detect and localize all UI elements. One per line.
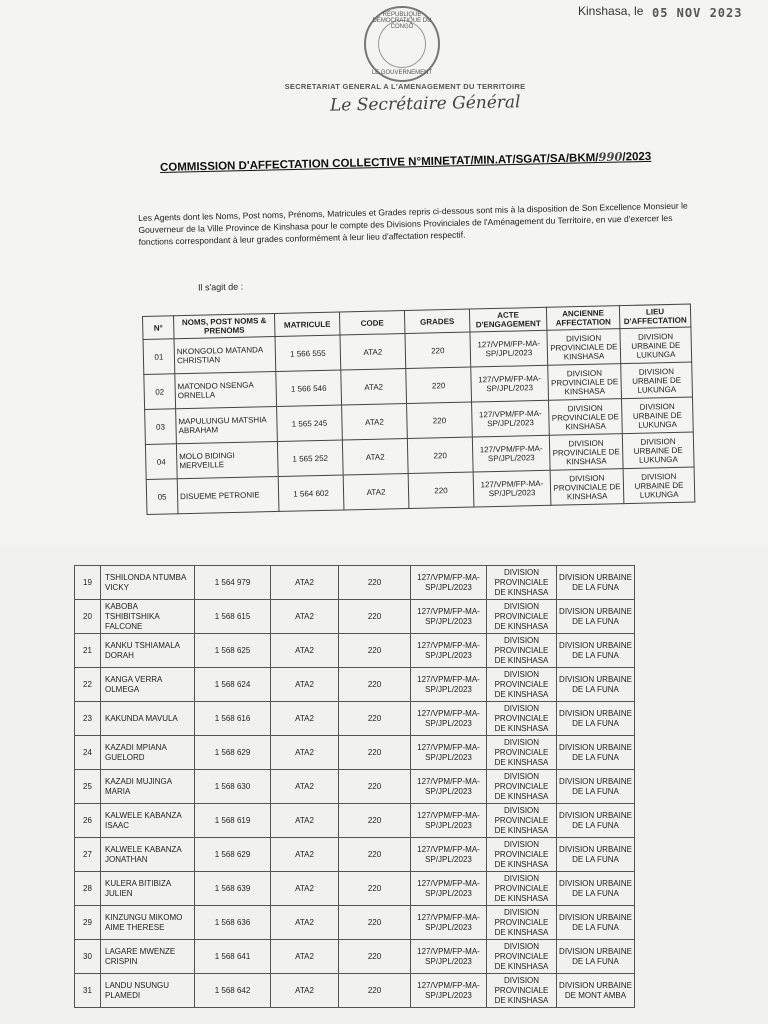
grade: 220	[406, 367, 472, 403]
ancienne-affectation: DIVISION PROVINCIALE DE KINSHASA	[487, 600, 557, 634]
matricule: 1 566 546	[276, 370, 342, 406]
grade: 220	[339, 668, 411, 702]
ancienne-affectation: DIVISION PROVINCIALE DE KINSHASA	[550, 469, 624, 506]
row-number: 31	[75, 974, 101, 1008]
acte-engagement: 127/VPM/FP-MA-SP/JPL/2023	[411, 600, 487, 634]
acte-engagement: 127/VPM/FP-MA-SP/JPL/2023	[411, 566, 487, 600]
code: ATA2	[342, 404, 408, 440]
grade: 220	[339, 566, 411, 600]
seal-bottom-text: LE GOUVERNEMENT	[371, 70, 433, 76]
lieu-affectation: DIVISION URBAINE DE LUKUNGA	[620, 327, 692, 364]
code: ATA2	[271, 566, 339, 600]
agent-name: KINZUNGU MIKOMO AIME THERESE	[101, 906, 195, 940]
row-number: 04	[145, 444, 177, 480]
lead-text: Il s'agit de :	[197, 281, 244, 293]
row-number: 23	[75, 702, 101, 736]
agent-name: KANKU TSHIAMALA DORAH	[101, 634, 195, 668]
ancienne-affectation: DIVISION PROVINCIALE DE KINSHASA	[487, 702, 557, 736]
code: ATA2	[343, 474, 409, 510]
matricule: 1 568 641	[195, 940, 271, 974]
matricule: 1 564 602	[278, 475, 344, 511]
grade: 220	[339, 770, 411, 804]
lieu-affectation: DIVISION URBAINE DE LA FUNA	[557, 838, 635, 872]
agent-name: LANDU NSUNGU PLAMEDI	[101, 974, 195, 1008]
lieu-affectation: DIVISION URBAINE DE LA FUNA	[557, 770, 635, 804]
government-seal	[364, 6, 440, 82]
lieu-affectation: DIVISION URBAINE DE LA FUNA	[557, 668, 635, 702]
agent-name: KABOBA TSHIBITSHIKA FALCONE	[101, 600, 195, 634]
row-number: 05	[146, 479, 178, 515]
acte-engagement: 127/VPM/FP-MA-SP/JPL/2023	[411, 634, 487, 668]
agent-name: KALWELE KABANZA JONATHAN	[101, 838, 195, 872]
matricule: 1 568 639	[195, 872, 271, 906]
matricule: 1 568 625	[195, 634, 271, 668]
grade: 220	[339, 838, 411, 872]
code: ATA2	[271, 736, 339, 770]
row-number: 28	[75, 872, 101, 906]
acte-engagement: 127/VPM/FP-MA-SP/JPL/2023	[411, 906, 487, 940]
lieu-affectation: DIVISION URBAINE DE LA FUNA	[557, 600, 635, 634]
col-header: ANCIENNE AFFECTATION	[546, 306, 620, 331]
acte-engagement: 127/VPM/FP-MA-SP/JPL/2023	[470, 330, 548, 367]
matricule: 1 568 629	[195, 838, 271, 872]
grade: 220	[339, 804, 411, 838]
matricule: 1 568 619	[195, 804, 271, 838]
acte-engagement: 127/VPM/FP-MA-SP/JPL/2023	[472, 435, 550, 472]
agent-name: MAPULUNGU MATSHIA ABRAHAM	[176, 406, 278, 443]
agent-name: KAZADI MUJINGA MARIA	[101, 770, 195, 804]
code: ATA2	[271, 770, 339, 804]
lieu-affectation: DIVISION URBAINE DE LA FUNA	[557, 634, 635, 668]
table-body	[143, 327, 695, 514]
matricule: 1 568 615	[195, 600, 271, 634]
code: ATA2	[271, 906, 339, 940]
matricule: 1 568 624	[195, 668, 271, 702]
lieu-affectation: DIVISION URBAINE DE LUKUNGA	[621, 362, 693, 399]
row-number: 21	[75, 634, 101, 668]
table-row	[75, 974, 635, 1008]
grade: 220	[407, 437, 473, 473]
lieu-affectation: DIVISION URBAINE DE LA FUNA	[557, 940, 635, 974]
ancienne-affectation: DIVISION PROVINCIALE DE KINSHASA	[487, 566, 557, 600]
table-row	[75, 600, 635, 634]
ancienne-affectation: DIVISION PROVINCIALE DE KINSHASA	[487, 736, 557, 770]
assignment-table-1	[142, 304, 695, 515]
lieu-affectation: DIVISION URBAINE DE MONT AMBA	[557, 974, 635, 1008]
row-number: 02	[144, 374, 176, 410]
document-title	[160, 149, 652, 174]
acte-engagement: 127/VPM/FP-MA-SP/JPL/2023	[472, 400, 550, 437]
title-suffix: /2023	[622, 150, 652, 164]
agent-name: KANGA VERRA OLMEGA	[101, 668, 195, 702]
acte-engagement: 127/VPM/FP-MA-SP/JPL/2023	[411, 838, 487, 872]
table-row	[75, 770, 635, 804]
col-header: N°	[143, 316, 175, 340]
grade: 220	[339, 974, 411, 1008]
grade: 220	[407, 402, 473, 438]
table-body	[75, 566, 635, 1008]
lieu-affectation: DIVISION URBAINE DE LA FUNA	[557, 906, 635, 940]
table-row	[75, 668, 635, 702]
agent-name: NKONGOLO MATANDA CHRISTIAN	[174, 336, 276, 373]
lieu-affectation: DIVISION URBAINE DE LA FUNA	[557, 804, 635, 838]
acte-engagement: 127/VPM/FP-MA-SP/JPL/2023	[471, 365, 549, 402]
table-row	[75, 906, 635, 940]
matricule: 1 566 555	[275, 335, 341, 371]
acte-engagement: 127/VPM/FP-MA-SP/JPL/2023	[411, 804, 487, 838]
date-stamp: 05 NOV 2023	[652, 6, 743, 20]
ancienne-affectation: DIVISION PROVINCIALE DE KINSHASA	[487, 872, 557, 906]
ancienne-affectation: DIVISION PROVINCIALE DE KINSHASA	[487, 804, 557, 838]
code: ATA2	[271, 940, 339, 974]
matricule: 1 568 642	[195, 974, 271, 1008]
matricule: 1 568 629	[195, 736, 271, 770]
assignment-table-2	[74, 565, 635, 1008]
row-number: 27	[75, 838, 101, 872]
col-header: LIEU D'AFFECTATION	[619, 304, 691, 329]
ancienne-affectation: DIVISION PROVINCIALE DE KINSHASA	[487, 770, 557, 804]
code: ATA2	[340, 334, 406, 370]
row-number: 22	[75, 668, 101, 702]
code: ATA2	[271, 668, 339, 702]
place-date: Kinshasa, le	[578, 4, 644, 18]
row-number: 20	[75, 600, 101, 634]
col-header: MATRICULE	[274, 312, 340, 336]
ancienne-affectation: DIVISION PROVINCIALE DE KINSHASA	[547, 329, 621, 366]
agent-name: KULERA BITIBIZA JULIEN	[101, 872, 195, 906]
code: ATA2	[271, 974, 339, 1008]
grade: 220	[339, 634, 411, 668]
acte-engagement: 127/VPM/FP-MA-SP/JPL/2023	[411, 940, 487, 974]
acte-engagement: 127/VPM/FP-MA-SP/JPL/2023	[411, 974, 487, 1008]
lieu-affectation: DIVISION URBAINE DE LA FUNA	[557, 702, 635, 736]
agent-name: KALWELE KABANZA ISAAC	[101, 804, 195, 838]
lieu-affectation: DIVISION URBAINE DE LA FUNA	[557, 566, 635, 600]
agent-name: MATONDO NSENGA ORNELLA	[175, 371, 277, 408]
agent-name: KAKUNDA MAVULA	[101, 702, 195, 736]
row-number: 25	[75, 770, 101, 804]
col-header: CODE	[339, 311, 405, 335]
ancienne-affectation: DIVISION PROVINCIALE DE KINSHASA	[487, 940, 557, 974]
matricule: 1 568 630	[195, 770, 271, 804]
lieu-affectation: DIVISION URBAINE DE LA FUNA	[557, 872, 635, 906]
ancienne-affectation: DIVISION PROVINCIALE DE KINSHASA	[549, 434, 623, 471]
matricule: 1 564 979	[195, 566, 271, 600]
grade: 220	[405, 332, 471, 368]
table-row	[75, 804, 635, 838]
secretariat-heading: SECRETARIAT GENERAL A L'AMENAGEMENT DU TERRITOIRE	[284, 82, 526, 91]
table-row	[75, 634, 635, 668]
title-number: 990	[598, 149, 623, 165]
grade: 220	[339, 600, 411, 634]
grade: 220	[339, 736, 411, 770]
code: ATA2	[271, 600, 339, 634]
ancienne-affectation: DIVISION PROVINCIALE DE KINSHASA	[487, 838, 557, 872]
acte-engagement: 127/VPM/FP-MA-SP/JPL/2023	[473, 470, 551, 507]
lieu-affectation: DIVISION URBAINE DE LUKUNGA	[623, 467, 695, 504]
code: ATA2	[271, 634, 339, 668]
matricule: 1 565 245	[277, 405, 343, 441]
matricule: 1 568 636	[195, 906, 271, 940]
grade: 220	[339, 872, 411, 906]
lieu-affectation: DIVISION URBAINE DE LUKUNGA	[622, 432, 694, 469]
agent-name: DISUEME PETRONIE	[177, 476, 279, 513]
ancienne-affectation: DIVISION PROVINCIALE DE KINSHASA	[487, 634, 557, 668]
ancienne-affectation: DIVISION PROVINCIALE DE KINSHASA	[487, 668, 557, 702]
table-row	[75, 702, 635, 736]
col-header: ACTE D'ENGAGEMENT	[469, 307, 547, 332]
seal-top-text: RÉPUBLIQUE DÉMOCRATIQUE DU CONGO	[372, 12, 432, 30]
code: ATA2	[341, 369, 407, 405]
row-number: 26	[75, 804, 101, 838]
code: ATA2	[271, 702, 339, 736]
row-number: 29	[75, 906, 101, 940]
row-number: 24	[75, 736, 101, 770]
grade: 220	[408, 472, 474, 508]
row-number: 01	[143, 339, 175, 375]
agent-name: KAZADI MPIANA GUELORD	[101, 736, 195, 770]
lieu-affectation: DIVISION URBAINE DE LUKUNGA	[621, 397, 693, 434]
acte-engagement: 127/VPM/FP-MA-SP/JPL/2023	[411, 736, 487, 770]
table-row	[75, 736, 635, 770]
col-header: GRADES	[404, 309, 470, 333]
row-number: 19	[75, 566, 101, 600]
grade: 220	[339, 702, 411, 736]
ancienne-affectation: DIVISION PROVINCIALE DE KINSHASA	[548, 364, 622, 401]
table-row	[75, 838, 635, 872]
acte-engagement: 127/VPM/FP-MA-SP/JPL/2023	[411, 702, 487, 736]
acte-engagement: 127/VPM/FP-MA-SP/JPL/2023	[411, 668, 487, 702]
lieu-affectation: DIVISION URBAINE DE LA FUNA	[557, 736, 635, 770]
intro-paragraph: Les Agents dont les Noms, Post noms, Prénoms, Matricules et Grades repris ci-dessous sont mis à la disposition de Son Excellence Monsieur le Gouverneur de la Ville Province de Kinshasa pour le compte des Divisions Provinciales de l'Aménagement du Territoire, en vue d'exercer les fonctions correspondant à leur grades conformément à leur lieu d'affectation respectif.	[138, 200, 688, 247]
grade: 220	[339, 940, 411, 974]
grade: 220	[339, 906, 411, 940]
matricule: 1 565 252	[277, 440, 343, 476]
document-page-2	[0, 545, 768, 1024]
col-header: NOMS, POST NOMS & PRENOMS	[174, 313, 275, 338]
ancienne-affectation: DIVISION PROVINCIALE DE KINSHASA	[487, 974, 557, 1008]
code: ATA2	[342, 439, 408, 475]
code: ATA2	[271, 872, 339, 906]
code: ATA2	[271, 838, 339, 872]
code: ATA2	[271, 804, 339, 838]
acte-engagement: 127/VPM/FP-MA-SP/JPL/2023	[411, 770, 487, 804]
row-number: 30	[75, 940, 101, 974]
title-prefix: COMMISSION D'AFFECTATION COLLECTIVE N°MINETAT/MIN.AT/SGAT/SA/BKM/	[159, 152, 599, 174]
agent-name: LAGARE MWENZE CRISPIN	[101, 940, 195, 974]
row-number: 03	[145, 409, 177, 445]
table-row	[75, 940, 635, 974]
acte-engagement: 127/VPM/FP-MA-SP/JPL/2023	[411, 872, 487, 906]
ancienne-affectation: DIVISION PROVINCIALE DE KINSHASA	[487, 906, 557, 940]
signature-title: Le Secrétaire Général	[329, 92, 521, 116]
table-row	[75, 872, 635, 906]
agent-name: MOLO BIDINGI MERVEILLE	[176, 441, 278, 478]
agent-name: TSHILONDA NTUMBA VICKY	[101, 566, 195, 600]
table-row	[75, 566, 635, 600]
matricule: 1 568 616	[195, 702, 271, 736]
ancienne-affectation: DIVISION PROVINCIALE DE KINSHASA	[549, 399, 623, 436]
